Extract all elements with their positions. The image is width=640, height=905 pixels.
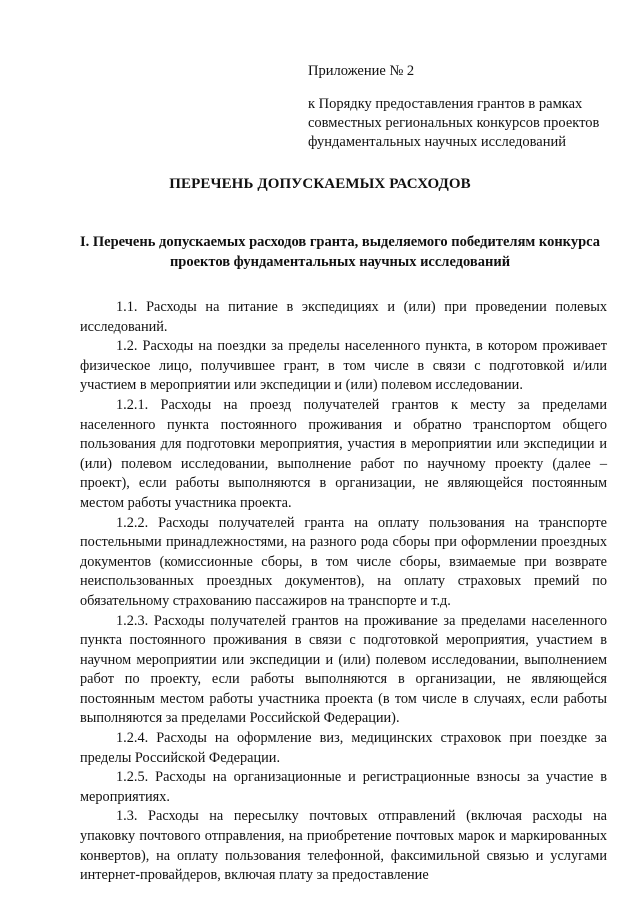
paragraph-1-2-4: 1.2.4. Расходы на оформление виз, медицинских страховок при поездке за пределы Российской Федерации.: [80, 730, 607, 766]
paragraph-1-2: 1.2. Расходы на поездки за пределы населенного пункта, в котором проживает физическое лицо, получившее грант, в том числе в связи с подготовкой и/или участием в мероприятии или экспедиции и (или) полевом исследовании.: [80, 338, 607, 394]
section-title: I. Перечень допускаемых расходов гранта, выделяемого победителям конкурса проектов фундаментальных научных исследований: [80, 234, 601, 270]
paragraph-1-3: 1.3. Расходы на пересылку почтовых отправлений (включая расходы на упаковку почтового отправления, на приобретение почтовых марок и маркированных конвертов), на оплату пользования телефонной, факсимильной связью и услугами интернет-провайдеров, включая плату за предоставление: [80, 808, 607, 884]
paragraph-1-2-3: 1.2.3. Расходы получателей грантов на проживание за пределами населенного пункта постоянного проживания в связи с подготовкой мероприятия, участием в научном мероприятии или экспедиции и (или) полевом исследовании, выполнением работ по проекту, если работы выполняются в организации, не являющейся постоянным местом работы участника проекта (в том числе в случаях, если работы выполняются за пределами Российской Федерации).: [80, 612, 607, 727]
document-body: [80, 298, 607, 886]
paragraph-1-2-2: 1.2.2. Расходы получателей гранта на оплату пользования на транспорте постельными принадлежностями, на разного рода сборы при оформлении проездных документов (комиссионные сборы, в том числе сборы, взимаемые при возврате неиспользованных проездных документов), на оплату страховых премий по обязательному страхованию пассажиров на транспорте и т.д.: [80, 514, 607, 609]
appendix-number: Приложение № 2: [308, 63, 415, 79]
paragraph-1-2-5: 1.2.5. Расходы на организационные и регистрационные взносы за участие в мероприятиях.: [80, 769, 607, 805]
appendix-reference: к Порядку предоставления грантов в рамках совместных региональных конкурсов проектов фундаментальных научных исследований: [308, 96, 600, 150]
paragraph-1-1: 1.1. Расходы на питание в экспедициях и (или) при проведении полевых исследований.: [80, 299, 607, 335]
document-title: ПЕРЕЧЕНЬ ДОПУСКАЕМЫХ РАСХОДОВ: [169, 176, 471, 192]
paragraph-1-2-1: 1.2.1. Расходы на проезд получателей грантов к месту за пределами населенного пункта постоянного проживания и обратно транспортом общего пользования для подготовки мероприятия, участия в мероприятии или экспедиции и (или) полевом исследовании, выполнение работ по научному проекту (далее – проект), если работы выполняются в организации, не являющейся постоянным местом работы участника проекта.: [80, 396, 607, 511]
appendix-header: [308, 62, 608, 152]
